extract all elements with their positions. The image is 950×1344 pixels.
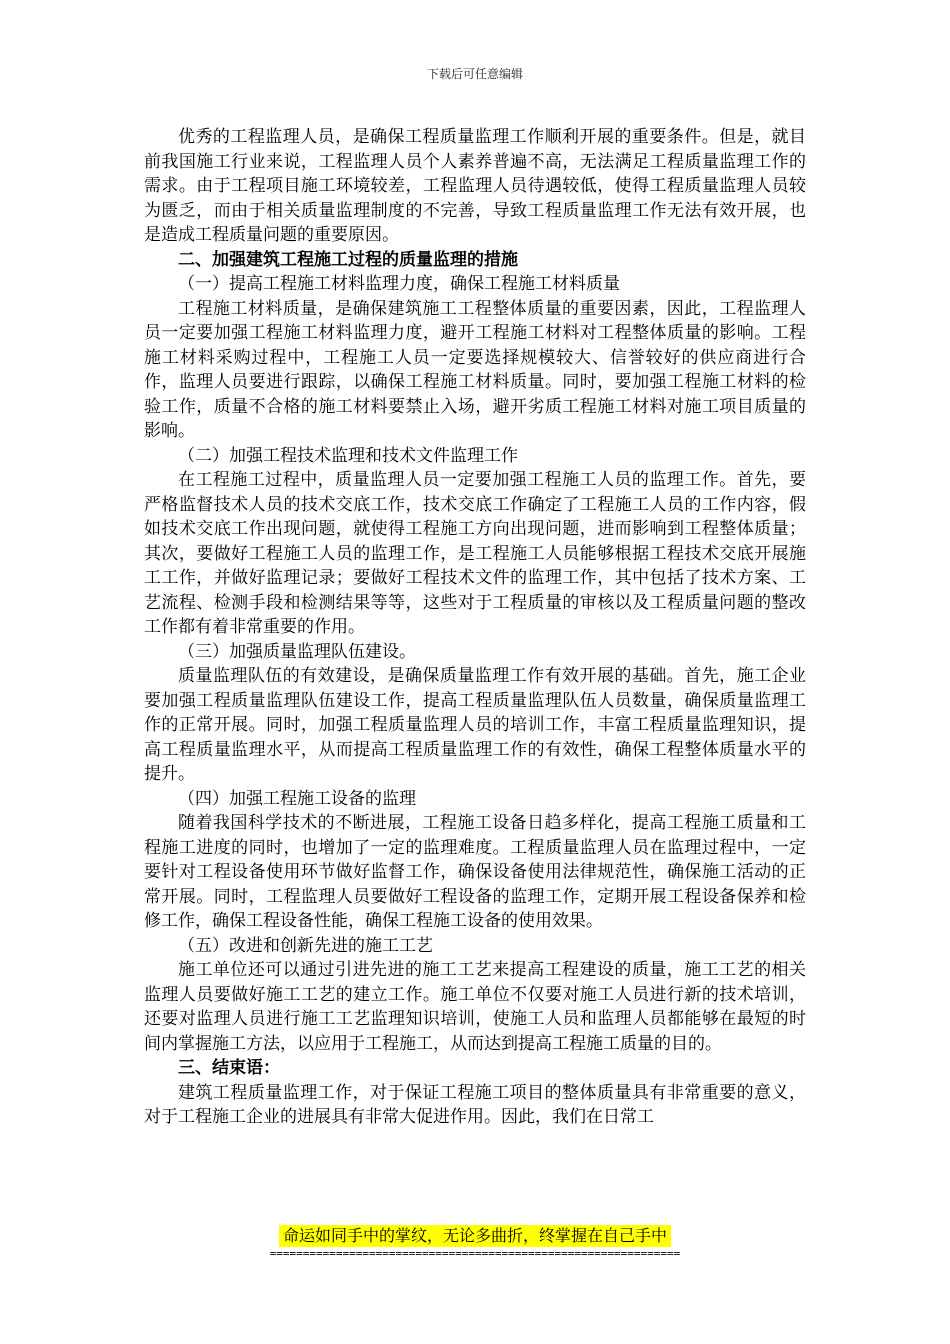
document-body bbox=[144, 125, 806, 1130]
subsection-heading: （五）改进和创新先进的施工工艺 bbox=[178, 935, 433, 956]
paragraph: 工程施工材料质量，是确保建筑施工工程整体质量的重要因素，因此，工程监理人员一定要加强工程施工材料监理力度，避开工程施工材料对工程整体质量的影响。工程施工材料采购过程中，工程施工人员一定要选择规模较大、信誉较好的供应商进行合作，监理人员要进行跟踪，以确保工程施工材料质量。同时，要加强工程施工材料的检验工作，质量不合格的施工材料要禁止入场，避开劣质工程施工材料对施工项目质量的影响。 bbox=[144, 298, 806, 441]
paragraph: 质量监理队伍的有效建设，是确保质量监理工作有效开展的基础。首先，施工企业要加强工程质量监理队伍建设工作，提高工程质量监理队伍人员数量，确保质量监理工作的正常开展。同时，加强工程质量监理人员的培训工作，丰富工程质量监理知识，提高工程质量监理水平，从而提高工程质量监理工作的有效性，确保工程整体质量水平的提升。 bbox=[144, 666, 806, 784]
paragraph: 优秀的工程监理人员，是确保工程质量监理工作顺利开展的重要条件。但是，就目前我国施工行业来说，工程监理人员个人素养普遍不高，无法满足工程质量监理工作的需求。由于工程项目施工环境较差，工程监理人员待遇较低，使得工程质量监理人员较为匮乏，而由于相关质量监理制度的不完善，导致工程质量监理工作无法有效开展，也是造成工程质量问题的重要原因。 bbox=[144, 127, 806, 245]
footer-banner bbox=[0, 1225, 950, 1247]
section-heading: 三、结束语： bbox=[178, 1058, 280, 1078]
section-heading: 二、加强建筑工程施工过程的质量监理的措施 bbox=[178, 249, 518, 270]
paragraph: 随着我国科学技术的不断进展，工程施工设备日趋多样化，提高工程施工质量和工程施工进度的同时，也增加了一定的监理难度。工程质量监理人员在监理过程中，一定要针对工程设备使用环节做好监督工作，确保设备使用法律规范性，确保施工活动的正常开展。同时，工程监理人员要做好工程设备的监理工作，定期开展工程设备保养和检修工作，确保工程设备性能，确保工程施工设备的使用效果。 bbox=[144, 813, 806, 931]
page-header: 下载后可任意编辑 bbox=[426, 67, 523, 81]
subsection-heading: （二）加强工程技术监理和技术文件监理工作 bbox=[178, 445, 518, 466]
subsection-heading: （四）加强工程施工设备的监理 bbox=[178, 788, 416, 809]
footer-banner-text: 命运如同手中的掌纹，无论多曲折，终掌握在自己手中 bbox=[279, 1225, 671, 1247]
paragraph: 施工单位还可以通过引进先进的施工工艺来提高工程建设的质量，施工工艺的相关监理人员要做好施工工艺的建立工作。施工单位不仅要对施工人员进行新的技术培训，还要对监理人员进行施工工艺监理知识培训，使施工人员和监理人员都能够在最短的时间内掌握施工方法，以应用于工程施工，从而达到提高工程施工质量的目的。 bbox=[144, 960, 806, 1054]
paragraph: 在工程施工过程中，质量监理人员一定要加强工程施工人员的监理工作。首先，要严格监督技术人员的技术交底工作，技术交底工作确定了工程施工人员的工作内容，假如技术交底工作出现问题，就使得工程施工方向出现问题，进而影响到工程整体质量；其次，要做好工程施工人员的监理工作，是工程施工人员能够根据工程技术交底开展施工工作，并做好监理记录；要做好工程技术文件的监理工作，其中包括了技术方案、工艺流程、检测手段和检测结果等等，这些对于工程质量的审核以及工程质量问题的整改工作都有着非常重要的作用。 bbox=[144, 470, 806, 637]
subsection-heading: （一）提高工程施工材料监理力度，确保工程施工材料质量 bbox=[178, 274, 620, 294]
paragraph: 建筑工程质量监理工作，对于保证工程施工项目的整体质量具有非常重要的意义，对于工程施工企业的进展具有非常大促进作用。因此，我们在日常工 bbox=[144, 1082, 806, 1127]
subsection-heading: （三）加强质量监理队伍建设。 bbox=[178, 641, 416, 662]
footer-divider: ============================================================== bbox=[269, 1247, 681, 1260]
